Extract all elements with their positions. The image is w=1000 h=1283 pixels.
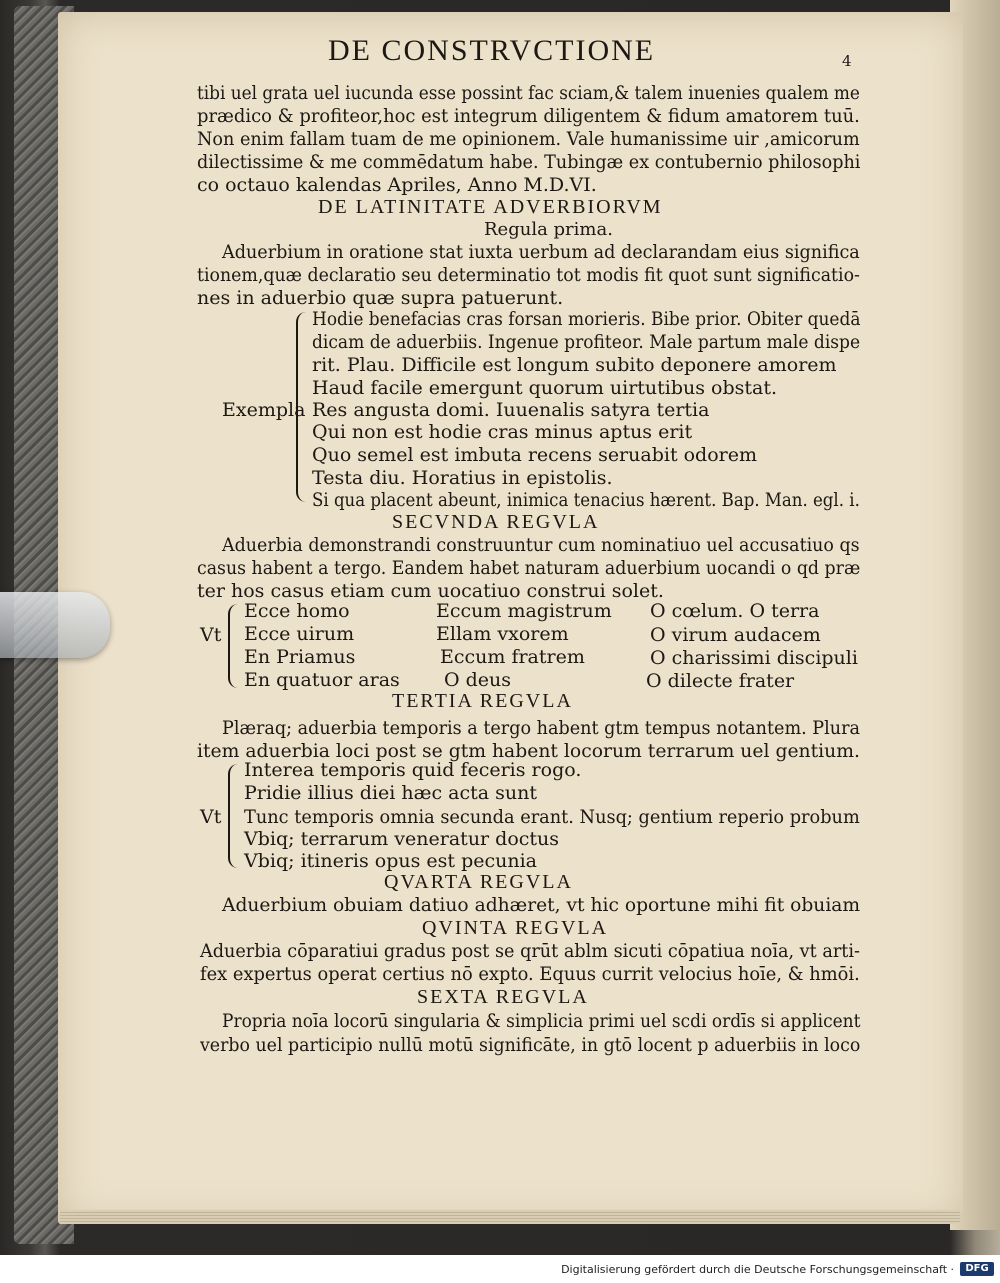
page-stack-edge (60, 1210, 960, 1224)
exempla-line: Qui non est hodie cras minus aptus erit (312, 421, 693, 443)
table-cell: Eccum fratrem (440, 646, 585, 668)
section-title: DE LATINITATE ADVERBIORVM (318, 196, 663, 218)
rule4-title: QVARTA REGVLA (384, 871, 573, 893)
rule5-line: Aduerbia cōparatiui gradus post se qrūt ablm sicuti cōpatiua noīa, vt arti- (200, 940, 860, 962)
rule1-line: Aduerbium in oratione stat iuxta uerbum ad declarandam eius significa (222, 241, 860, 263)
rule5-title: QVINTA REGVLA (422, 917, 609, 939)
running-title: DE CONSTRVCTIONE (328, 34, 656, 67)
rule3-brace (228, 764, 240, 868)
exempla-line: rit. Plau. Difficile est longum subito deponere amorem (312, 354, 837, 376)
letter-line: co octauo kalendas Apriles, Anno M.D.VI. (197, 174, 597, 196)
rule3-example: Interea temporis quid feceris rogo. (244, 759, 582, 781)
table-cell: O cœlum. O terra (650, 600, 820, 622)
rule4-line: Aduerbium obuiam datiuo adhæret, vt hic oportune mihi fit obuiam (222, 894, 861, 916)
rule3-example: Vbiq; itineris opus est pecunia (244, 850, 538, 872)
table-cell: O deus (444, 669, 512, 691)
rule6-line: verbo uel participio nullū motū significāte, in gtō locent p aduerbiis in loco (200, 1034, 861, 1056)
funding-credit: Digitalisierung gefördert durch die Deutsche Forschungsgemeinschaft · (561, 1263, 954, 1276)
table-cell: O dilecte frater (646, 670, 795, 692)
exempla-line: Haud facile emergunt quorum uirtutibus obstat. (312, 377, 778, 399)
table-cell: En quatuor aras (244, 669, 400, 691)
vt-label: Vt (200, 624, 222, 646)
table-cell: Ellam vxorem (436, 623, 569, 645)
letter-line: prædico & profiteor,hoc est integrum diligentem & fidum amatorem tuū. (197, 105, 860, 127)
rule6-line: Propria noīa locorū singularia & simplicia primi uel scdi ordīs si applicent (222, 1010, 861, 1032)
rule1-title: Regula prima. (484, 219, 613, 240)
table-cell: Ecce homo (244, 600, 350, 622)
rule2-line: ter hos casus etiam cum uocatiuo construi solet. (197, 580, 664, 602)
table-cell: O virum audacem (650, 624, 821, 646)
exempla-line: Si qua placent abeunt, inimica tenacius hærent. Bap. Man. egl. i. (312, 489, 860, 511)
letter-line: dilectissime & me commēdatum habe. Tubingæ ex contubernio philosophi (197, 151, 861, 173)
rule2-line: casus habent a tergo. Eandem habet naturam aduerbium uocandi o qd præ (197, 557, 861, 579)
rule3-example: Vbiq; terrarum veneratur doctus (244, 828, 560, 850)
rule3-line: item aduerbia loci post se gtm habent locorum terrarum uel gentium. (197, 740, 860, 762)
vt-label: Vt (200, 806, 222, 828)
glass-clip (0, 592, 110, 658)
rule6-title: SEXTA REGVLA (417, 986, 589, 1008)
letter-line: Non enim fallam tuam de me opinionem. Vale humanissime uir ,amicorum (197, 128, 860, 150)
rule2-title: SECVNDA REGVLA (392, 511, 600, 533)
rule3-example: Tunc temporis omnia secunda erant. Nusq; gentium reperio probum (244, 806, 860, 828)
exempla-label: Exempla (222, 399, 306, 421)
rule5-line: fex expertus operat certius nō expto. Equus currit velocius hoīe, & hmōi. (200, 963, 860, 985)
table-cell: Ecce uirum (244, 623, 355, 645)
rule1-line: tionem,quæ declaratio seu determinatio tot modis fit quot sunt significatio- (197, 264, 860, 286)
exempla-line: Testa diu. Horatius in epistolis. (312, 467, 613, 489)
rule1-line: nes in aduerbio quæ supra patuerunt. (197, 287, 564, 309)
rule3-example: Pridie illius diei hæc acta sunt (244, 782, 538, 804)
exempla-line: Res angusta domi. Iuuenalis satyra tertia (312, 399, 710, 421)
table-cell: Eccum magistrum (436, 600, 612, 622)
letter-line: tibi uel grata uel iucunda esse possint fac sciam,& talem inuenies qualem me (197, 82, 860, 104)
table-cell: En Priamus (244, 646, 356, 668)
rule3-title: TERTIA REGVLA (392, 690, 573, 712)
table-cell: O charissimi discipuli (650, 647, 858, 669)
exempla-line: dicam de aduerbiis. Ingenue profiteor. Male partum male dispe (312, 331, 861, 353)
rule2-line: Aduerbia demonstrandi construuntur cum nominatiuo uel accusatiuo qs (222, 534, 860, 556)
rule3-line: Plæraq; aduerbia temporis a tergo habent gtm tempus notantem. Plura (222, 717, 861, 739)
exempla-line: Hodie benefacias cras forsan morieris. Bibe prior. Obiter quedā (312, 308, 861, 330)
digitization-footer (0, 1255, 1000, 1283)
rule2-brace (228, 604, 240, 688)
exempla-line: Quo semel est imbuta recens seruabit odorem (312, 444, 758, 466)
page-mark: 4 (842, 52, 852, 70)
dfg-logo: DFG (960, 1262, 994, 1276)
